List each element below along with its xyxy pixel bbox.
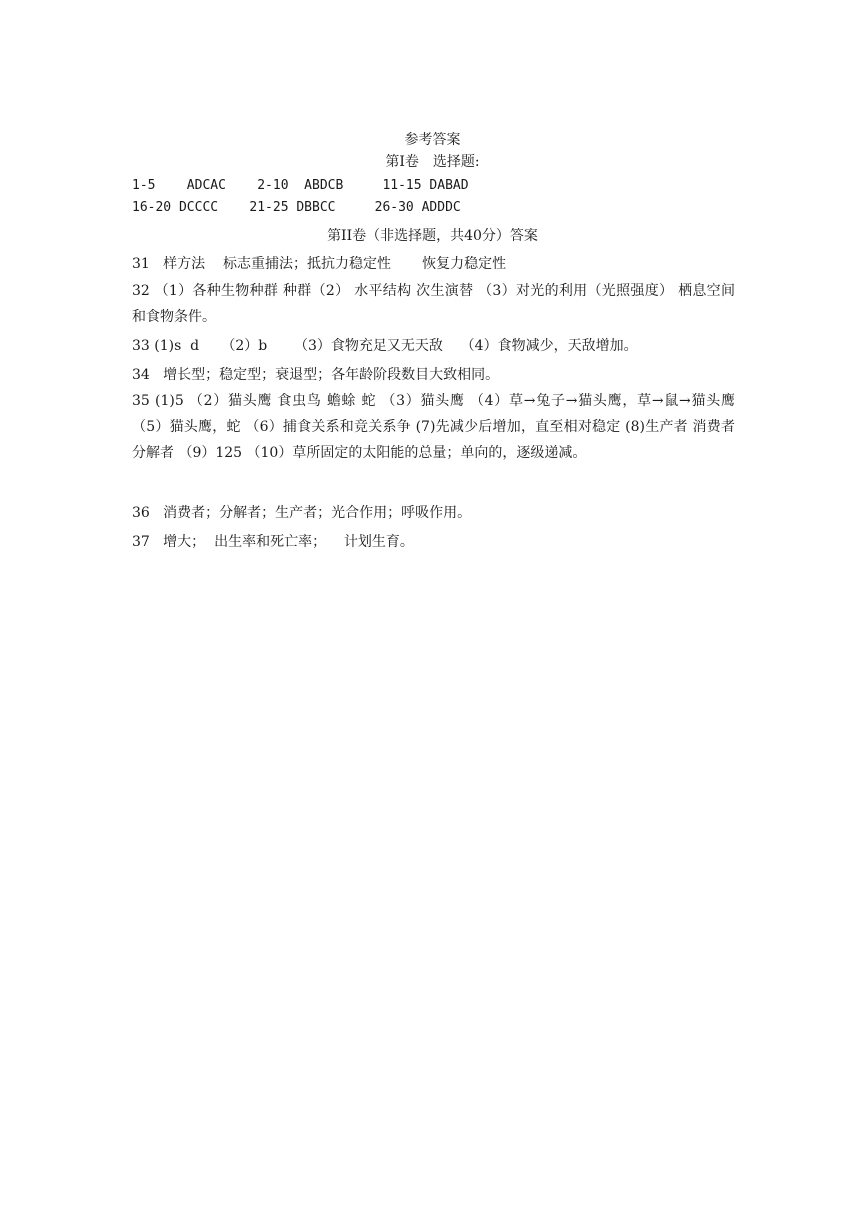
section-heading-multiple-choice: 第Ⅰ卷 选择题: <box>385 154 480 170</box>
mc-answers-row-1: 1-5 ADCAC 2-10 ABDCB 11-15 DABAD <box>132 178 469 193</box>
answer-37: 37 增大； 出生率和死亡率； 计划生育。 <box>132 534 414 550</box>
page-title: 参考答案 <box>404 132 461 148</box>
mc-answers-row-2: 16-20 DCCCC 21-25 DBBCC 26-30 ADDDC <box>132 200 461 215</box>
answer-36: 36 消费者；分解者；生产者；光合作用；呼吸作用。 <box>132 505 472 521</box>
answer-35: 35 (1)5 （2）猫头鹰 食虫鸟 蟾蜍 蛇 （3）猫头鹰 （4）草→兔子→猫头鹰，草→鼠→猫头鹰 （5）猫头鹰，蛇 （6）捕食关系和竞关系争 (7)先减少后增加，直至相对稳定 (8)生产者 消费者 分解者 （9）125 （10）草所固定的太阳能的总量；单向的，逐级递减。 <box>132 393 735 461</box>
answer-34: 34 增长型；稳定型；衰退型；各年龄阶段数目大致相同。 <box>132 367 500 383</box>
answer-31: 31 样方法 标志重捕法；抵抗力稳定性 恢复力稳定性 <box>132 256 507 272</box>
section-heading-non-multiple-choice: 第II卷（非选择题，共40分）答案 <box>327 228 538 244</box>
answer-33: 33 (1)s d （2）b （3）食物充足又无天敌 （4）食物减少，天敌增加。 <box>132 338 638 354</box>
answer-32: 32 （1）各种生物种群 种群（2） 水平结构 次生演替 （3）对光的利用（光照强度） 栖息空间和食物条件。 <box>132 283 735 325</box>
